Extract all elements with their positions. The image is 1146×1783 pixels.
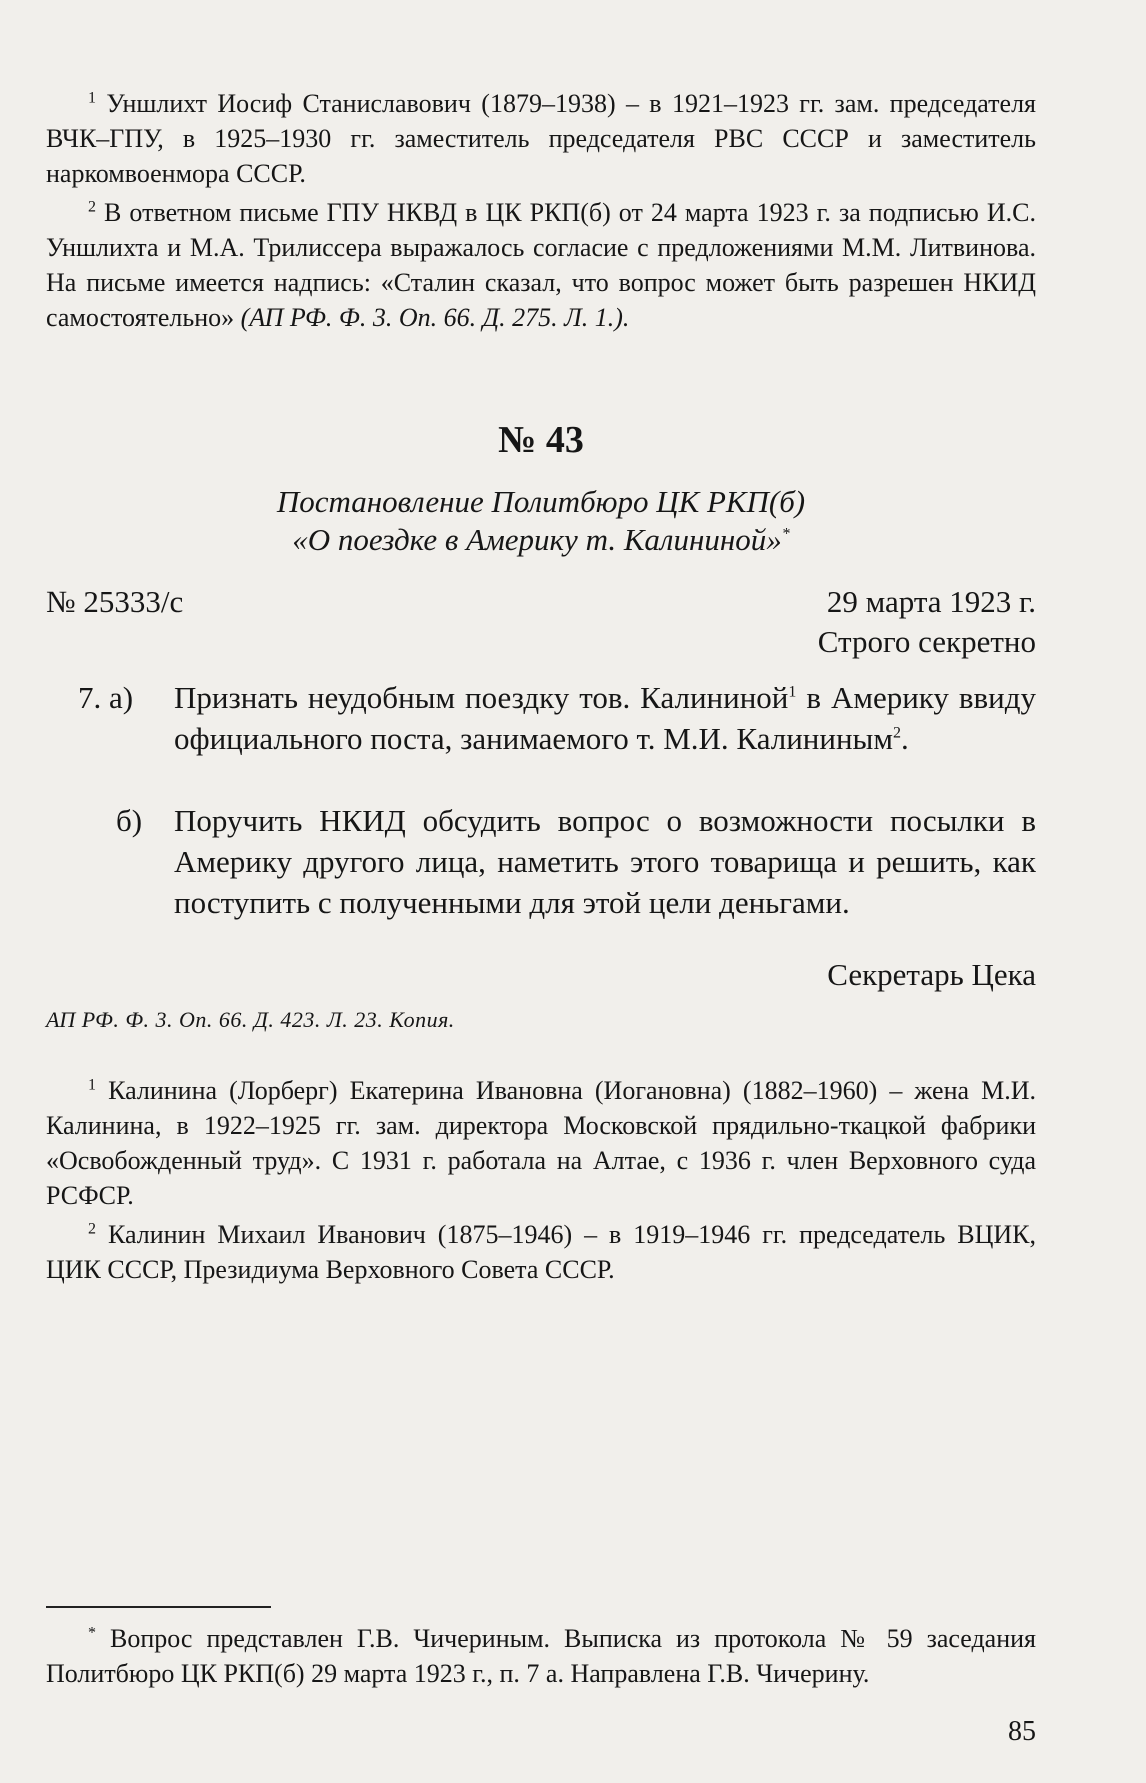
star-footnote-paragraph — [46, 1621, 1036, 1691]
top-footnotes — [46, 86, 1036, 335]
footnote-mark: 2 — [88, 198, 96, 216]
classification-stamp: Строго секретно — [817, 624, 1036, 659]
footnote-ref-mark: 1 — [788, 683, 797, 701]
document-number: № 43 — [498, 419, 584, 461]
footnote-text: Вопрос представлен Г.В. Чичериным. Выписка из протокола № 59 заседания Политбюро ЦК РКП(б) 29 марта 1923 г., п. 7 а. Направлена Г.В. Чичерину. — [46, 1624, 1037, 1688]
item-text-part: Признать неудобным поездку тов. Калининой — [174, 680, 789, 715]
page-number: 85 — [1008, 1716, 1036, 1747]
footnote-divider — [46, 1606, 271, 1608]
footnote-mark: 2 — [88, 1220, 96, 1238]
footnote-text: В ответном письме ГПУ НКВД в ЦК РКП(б) от 24 марта 1923 г. за подписью И.С. Уншлихта и М.А. Трилиссера выражалось согласие с предложениями М.М. Литвинова. На письме имеется надпись: «Сталин сказал, что вопрос может быть разрешен НКИД самостоятельно» — [46, 198, 1036, 332]
footnote-mark: * — [88, 1624, 96, 1642]
item-text — [174, 677, 1036, 759]
archive-reference: (АП РФ. Ф. 3. Оп. 66. Д. 275. Л. 1.). — [240, 303, 630, 332]
footnote-text: Калинин Михаил Иванович (1875–1946) – в 1919–1946 гг. председатель ВЦИК, ЦИК СССР, Президиума Верховного Совета СССР. — [46, 1220, 1036, 1284]
footnote-1 — [46, 1073, 1036, 1213]
footnote-mark: 1 — [88, 1076, 96, 1094]
item-label: 7. а) — [78, 680, 134, 715]
footnote-ref-mark: 2 — [893, 724, 901, 742]
item-label: б) — [116, 803, 143, 838]
bottom-footnotes — [46, 1073, 1036, 1287]
footnote-1 — [46, 86, 1036, 191]
document-date: 29 марта 1923 г. — [826, 584, 1036, 619]
footnote-2 — [46, 1217, 1036, 1287]
title-note-mark: * — [781, 525, 790, 543]
footnote-text: Уншлихт Иосиф Станиславович (1879–1938) – в 1921–1923 гг. зам. председателя ВЧК–ГПУ, в 1925–1930 гг. заместитель председателя РВС СССР и заместитель наркомвоенмора СССР. — [46, 89, 1036, 188]
star-footnote — [46, 1621, 1036, 1691]
resolution-item-a — [78, 677, 1036, 802]
footnote-mark: 1 — [88, 89, 96, 107]
item-text-part: . — [901, 721, 909, 756]
archive-source: АП РФ. Ф. 3. Оп. 66. Д. 423. Л. 23. Копия. — [46, 1007, 455, 1032]
item-text: Поручить НКИД обсудить вопрос о возможности посылки в Америку другого лица, наметить этого товарища и решить, как поступить с полученными для этой цели деньгами. — [174, 803, 1036, 920]
resolution-item-b — [78, 800, 1036, 970]
document-title-line-1: Постановление Политбюро ЦК РКП(б) — [276, 484, 806, 519]
document-title-line-2 — [46, 521, 1036, 559]
document-title — [46, 483, 1036, 559]
registration-number: № 25333/с — [46, 584, 184, 619]
footnote-text: Калинина (Лорберг) Екатерина Ивановна (Иогановна) (1882–1960) – жена М.И. Калинина, в 1922–1925 гг. зам. директора Московской прядильно-ткацкой фабрики «Освобожденный труд». С 1931 г. работала на Алтае, с 1936 г. член Верховного суда РСФСР. — [46, 1076, 1036, 1210]
title-text: «О поездке в Америку т. Калининой» — [292, 522, 782, 557]
footnote-2 — [46, 195, 1036, 335]
item-text-part: в Америку ввиду официального поста, занимаемого т. М.И. Калининым — [174, 680, 1037, 756]
signature: Секретарь Цека — [827, 957, 1036, 992]
